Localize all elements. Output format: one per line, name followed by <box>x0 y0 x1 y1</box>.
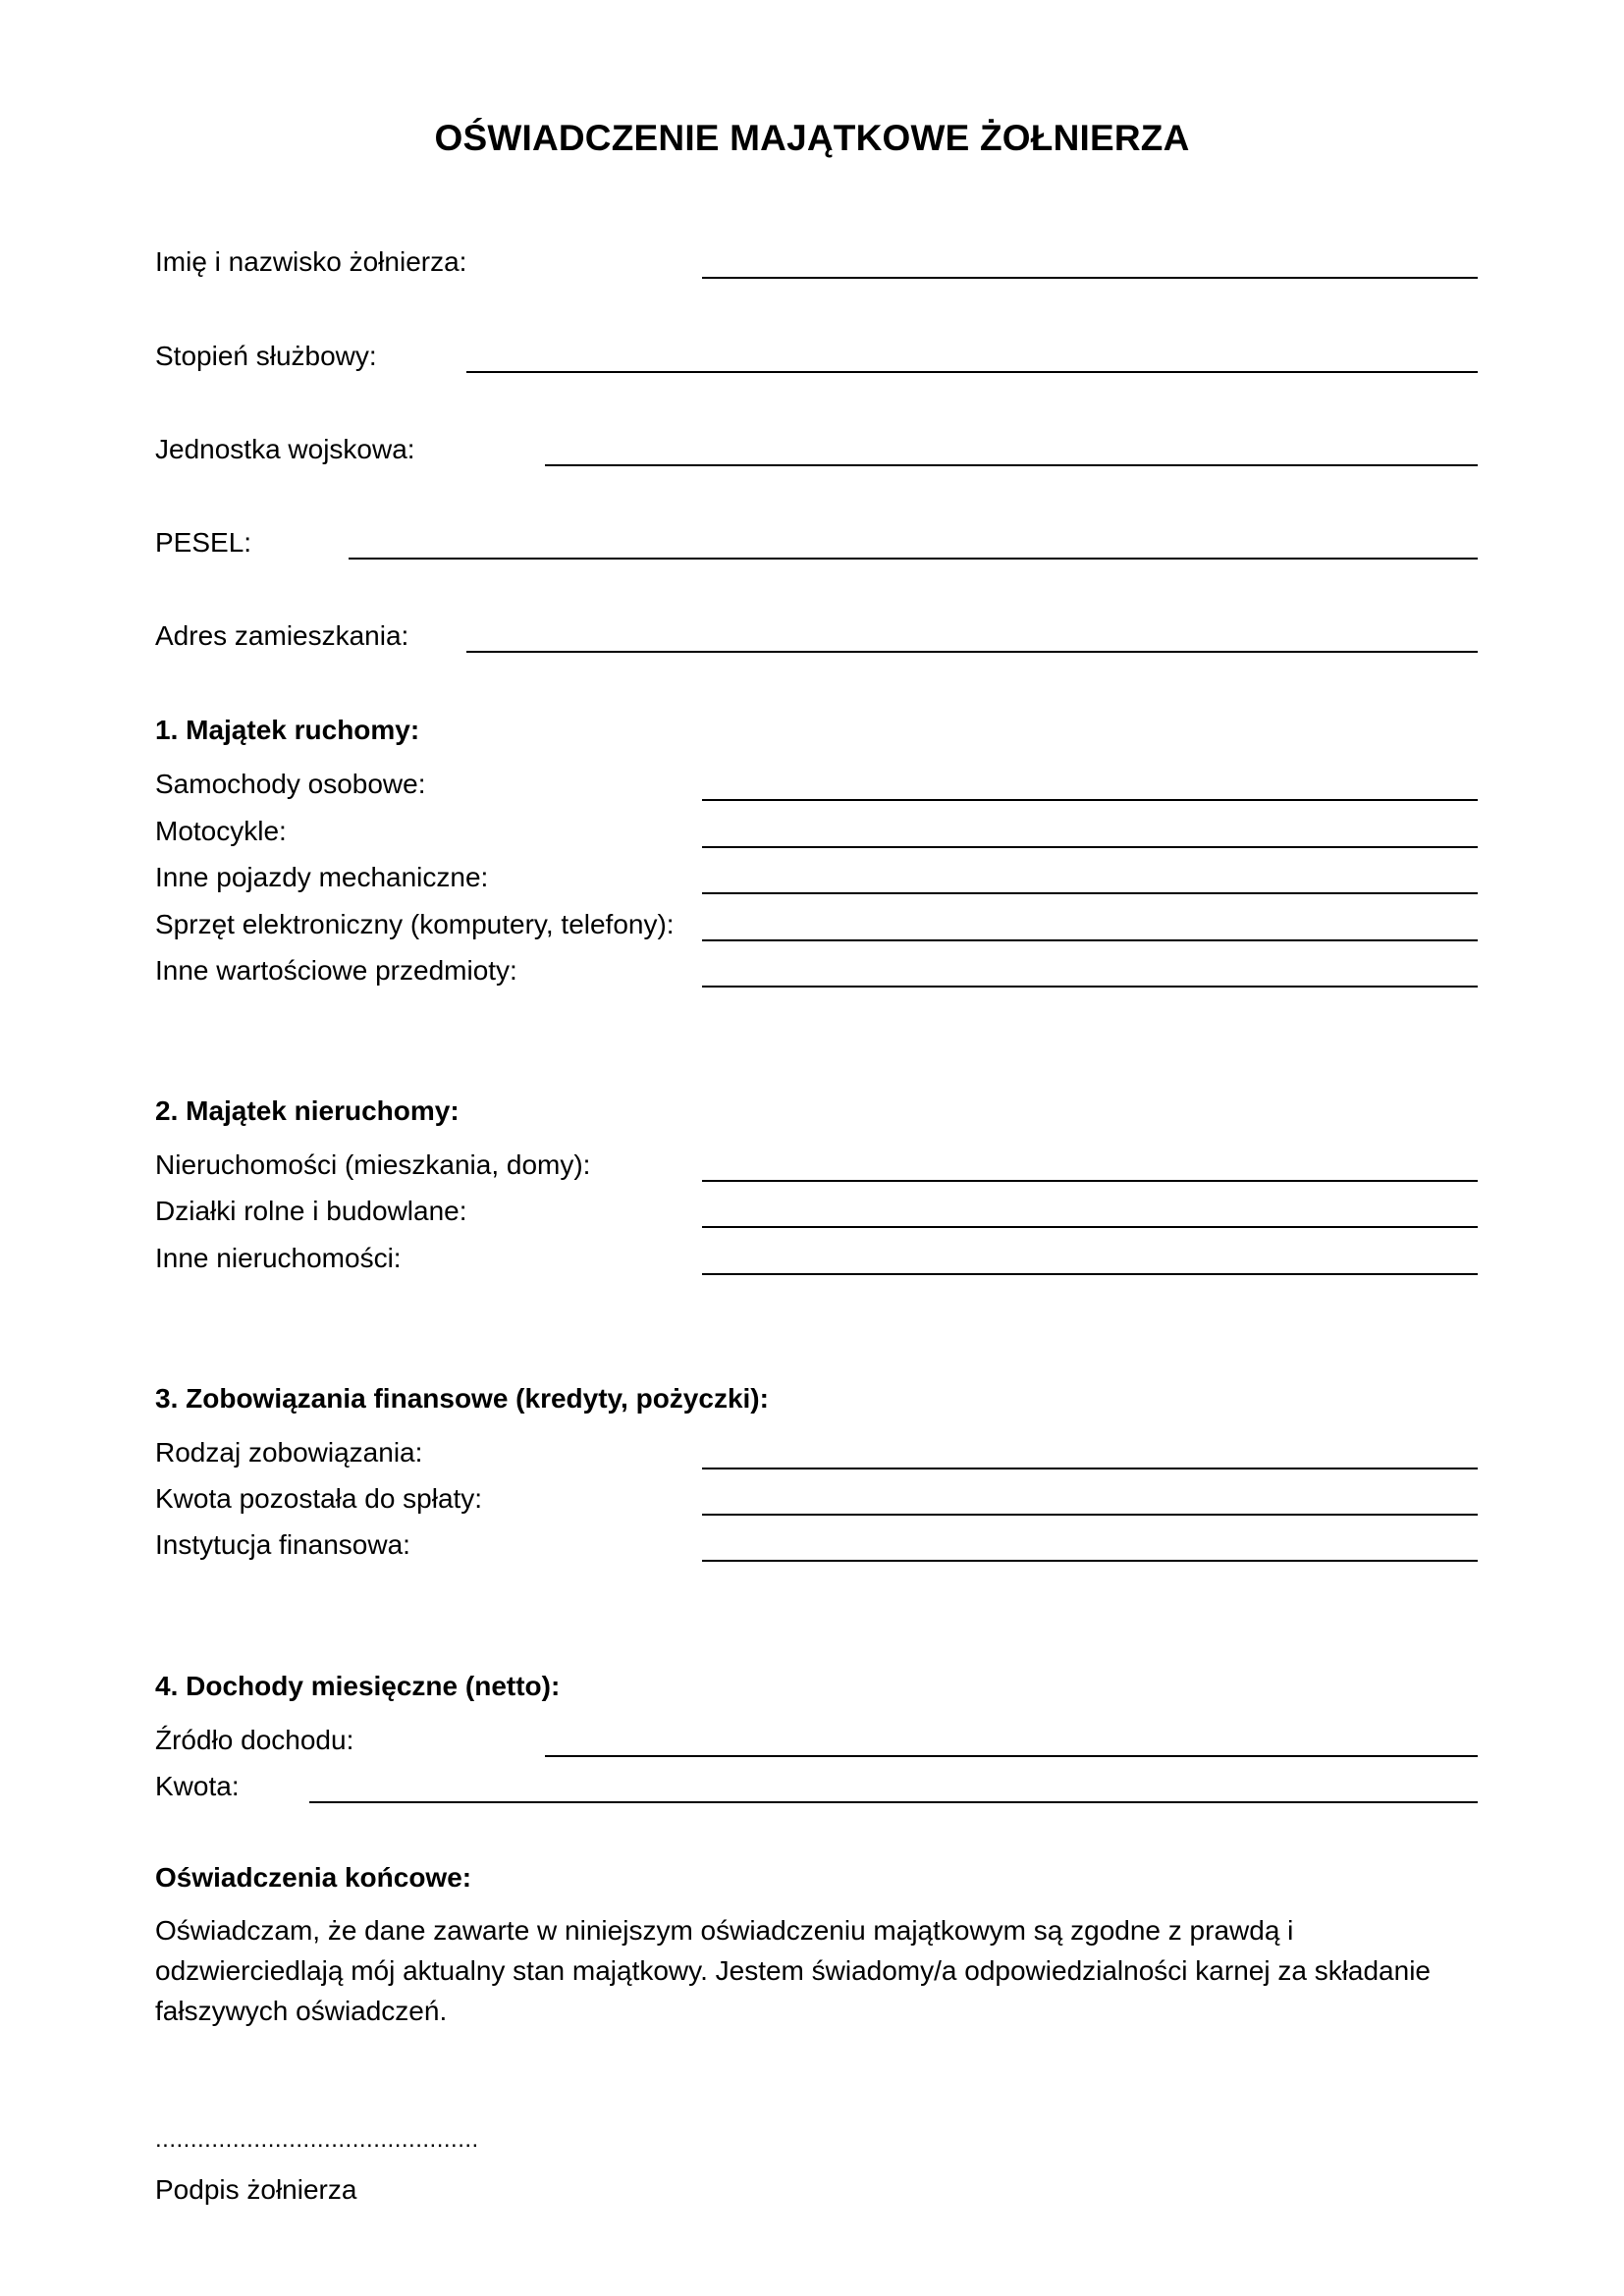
section3-item-label: Kwota pozostała do spłaty: <box>155 1483 483 1514</box>
section2-item <box>155 1195 1478 1234</box>
section1-item-label: Motocykle: <box>155 816 287 846</box>
field-unit-label: Jednostka wojskowa: <box>155 434 415 464</box>
field-name-label: Imię i nazwisko żołnierza: <box>155 246 467 277</box>
section2-item-label: Działki rolne i budowlane: <box>155 1196 467 1226</box>
section1-item-line[interactable] <box>702 892 1478 894</box>
section1-item-line[interactable] <box>702 986 1478 988</box>
field-address-line[interactable] <box>466 651 1478 653</box>
section2-item-line[interactable] <box>702 1180 1478 1182</box>
section2-item-line[interactable] <box>702 1273 1478 1275</box>
final-heading: Oświadczenia końcowe: <box>155 1862 472 1893</box>
section2-item-label: Inne nieruchomości: <box>155 1243 402 1273</box>
field-rank <box>155 340 1478 379</box>
section2-item-label: Nieruchomości (mieszkania, domy): <box>155 1149 591 1180</box>
section1-item-label: Inne pojazdy mechaniczne: <box>155 862 489 892</box>
field-address-label: Adres zamieszkania: <box>155 620 409 651</box>
signature-label: Podpis żołnierza <box>155 2174 357 2205</box>
section1-item-line[interactable] <box>702 846 1478 848</box>
section3-item <box>155 1528 1478 1568</box>
section1-item-line[interactable] <box>702 799 1478 801</box>
section3-item <box>155 1436 1478 1475</box>
section4-item <box>155 1770 1478 1809</box>
section3-item-line[interactable] <box>702 1560 1478 1562</box>
field-rank-line[interactable] <box>466 371 1478 373</box>
section1-item <box>155 908 1478 947</box>
section1-heading: 1. Majątek ruchomy: <box>155 715 420 745</box>
section4-item-line[interactable] <box>309 1801 1478 1803</box>
section3-item-label: Rodzaj zobowiązania: <box>155 1437 423 1468</box>
section4-heading: 4. Dochody miesięczne (netto): <box>155 1671 561 1701</box>
section1-item <box>155 861 1478 900</box>
section2-item <box>155 1148 1478 1188</box>
section1-item-label: Samochody osobowe: <box>155 769 426 799</box>
document-title: OŚWIADCZENIE MAJĄTKOWE ŻOŁNIERZA <box>434 118 1190 158</box>
field-address <box>155 619 1478 659</box>
section4-item-label: Kwota: <box>155 1771 240 1801</box>
section1-item-label: Sprzęt elektroniczny (komputery, telefony): <box>155 909 675 939</box>
section2-item-line[interactable] <box>702 1226 1478 1228</box>
field-pesel-line[interactable] <box>349 558 1478 560</box>
section1-item <box>155 768 1478 807</box>
field-pesel <box>155 526 1478 565</box>
field-name <box>155 245 1478 285</box>
field-unit <box>155 433 1478 472</box>
section3-item-line[interactable] <box>702 1468 1478 1469</box>
field-name-line[interactable] <box>702 277 1478 279</box>
field-rank-label: Stopień służbowy: <box>155 341 377 371</box>
section2-item <box>155 1242 1478 1281</box>
section1-item <box>155 815 1478 854</box>
signature-dots[interactable]: .............................................. <box>155 2126 479 2153</box>
section1-item <box>155 954 1478 993</box>
section3-item-line[interactable] <box>702 1514 1478 1516</box>
section4-item <box>155 1724 1478 1763</box>
section3-item <box>155 1482 1478 1522</box>
section4-item-line[interactable] <box>545 1755 1478 1757</box>
field-pesel-label: PESEL: <box>155 527 252 558</box>
section1-item-line[interactable] <box>702 939 1478 941</box>
section2-heading: 2. Majątek nieruchomy: <box>155 1095 460 1126</box>
section3-heading: 3. Zobowiązania finansowe (kredyty, pożyczki): <box>155 1383 769 1414</box>
section1-item-label: Inne wartościowe przedmioty: <box>155 955 517 986</box>
final-statement-text: Oświadczam, że dane zawarte w niniejszym oświadczeniu majątkowym są zgodne z prawdą i odzwierciedlają mój aktualny stan majątkowy. Jestem świadomy/a odpowiedzialności karnej za składanie fałszywych oświadczeń. <box>155 1915 1431 2026</box>
section3-item-label: Instytucja finansowa: <box>155 1529 410 1560</box>
section4-item-label: Źródło dochodu: <box>155 1725 354 1755</box>
field-unit-line[interactable] <box>545 464 1478 466</box>
